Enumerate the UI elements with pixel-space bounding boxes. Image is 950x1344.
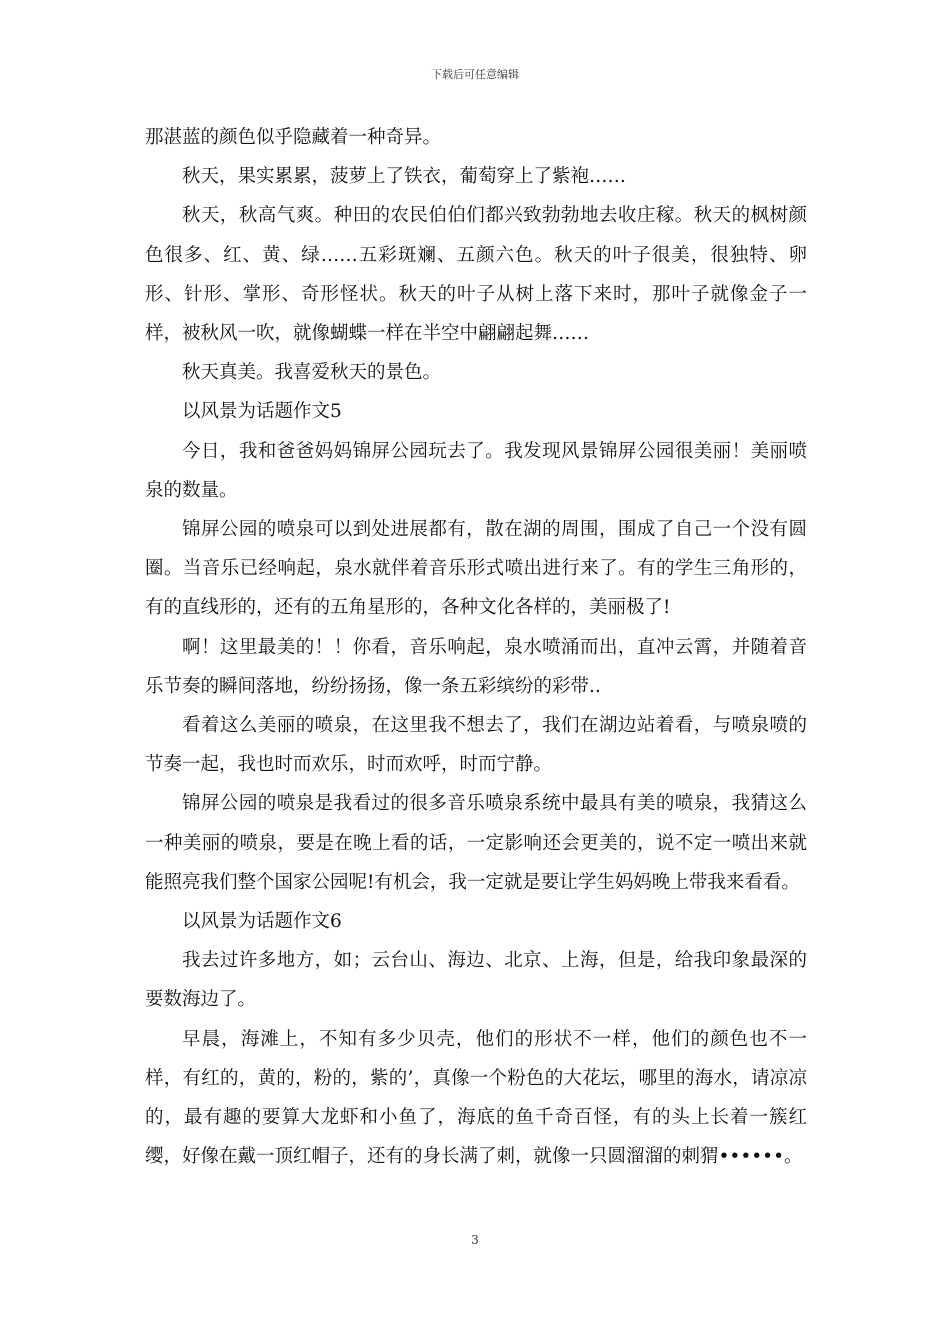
paragraph: 秋天真美。我喜爱秋天的景色。 — [182, 362, 442, 384]
section-heading: 以风景为话题作文5 — [182, 401, 342, 423]
page-number: 3 — [471, 1233, 479, 1247]
section-heading: 以风景为话题作文6 — [182, 911, 342, 933]
paragraph: 锦屏公园的喷泉是我看过的很多音乐喷泉系统中最具有美的喷泉，我猜这么一种美丽的喷泉，要是在晚上看的话，一定影响还会更美的，说不定一喷出来就能照亮我们整个国家公园呢!有机会，我一定就是要让学生妈妈晚上带我来看看。 — [145, 793, 807, 893]
paragraph: 早晨，海滩上，不知有多少贝壳，他们的形状不一样，他们的颜色也不一样，有红的，黄的，粉的，紫的’，真像一个粉色的大花坛，哪里的海水，请凉凉的，最有趣的要算大龙虾和小鱼了，海底的鱼千奇百怪，有的头上长着一簇红缨，好像在戴一顶红帽子，还有的身长满了刺，就像一只圆溜溜的刺猬••••••。 — [145, 1028, 807, 1168]
paragraph: 今日，我和爸爸妈妈锦屏公园玩去了。我发现风景锦屏公园很美丽！美丽喷泉的数量。 — [145, 440, 807, 501]
paragraph: 看着这么美丽的喷泉，在这里我不想去了，我们在湖边站着看，与喷泉喷的节奏一起，我也时而欢乐，时而欢呼，时而宁静。 — [145, 715, 807, 776]
paragraph: 秋天，秋高气爽。种田的农民伯伯们都兴致勃勃地去收庄稼。秋天的枫树颜色很多、红、黄、绿……五彩斑斓、五颜六色。秋天的叶子很美，很独特、卵形、针形、掌形、奇形怪状。秋天的叶子从树上落下来时，那叶子就像金子一样，被秋风一吹，就像蝴蝶一样在半空中翩翩起舞…… — [145, 205, 807, 345]
paragraph: 我去过许多地方，如；云台山、海边、北京、上海，但是，给我印象最深的要数海边了。 — [145, 950, 807, 1011]
paragraph: 秋天，果实累累，菠萝上了铁衣，葡萄穿上了紫袍…… — [182, 166, 627, 188]
paragraph: 那湛蓝的颜色似乎隐藏着一种奇异。 — [145, 127, 442, 148]
page-header: 下载后可任意编辑 — [431, 68, 519, 81]
document-body — [145, 118, 807, 1176]
paragraph: 啊！这里最美的！！你看，音乐响起，泉水喷涌而出，直冲云霄，并随着音乐节奏的瞬间落地，纷纷扬扬，像一条五彩缤纷的彩带.. — [145, 636, 807, 697]
paragraph: 锦屏公园的喷泉可以到处进展都有，散在湖的周围，围成了自己一个没有圆圈。当音乐已经响起，泉水就伴着音乐形式喷出进行来了。有的学生三角形的，有的直线形的，还有的五角星形的，各种文化各样的，美丽极了! — [145, 519, 807, 619]
